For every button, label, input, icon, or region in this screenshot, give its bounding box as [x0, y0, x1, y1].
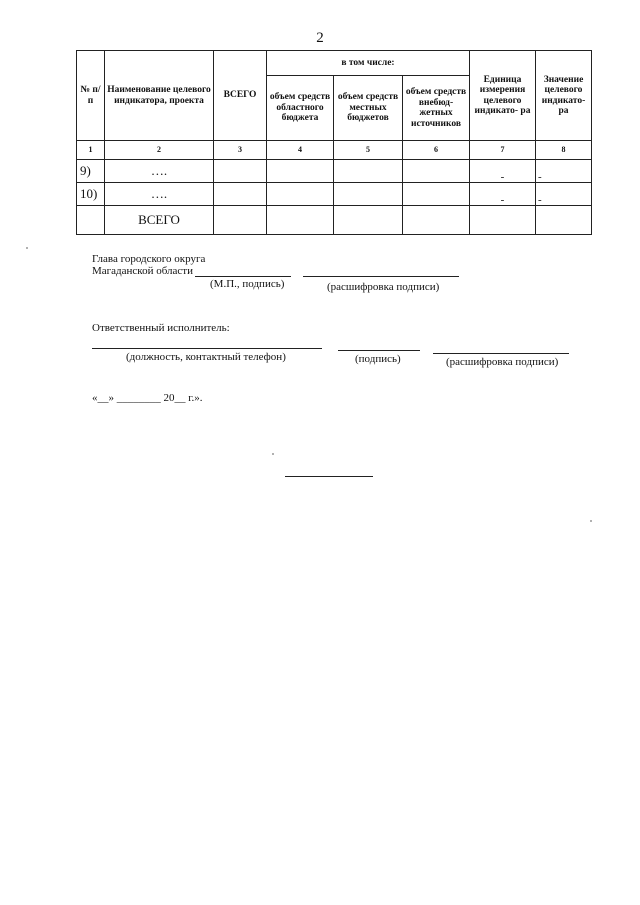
column-number: 3	[214, 141, 267, 160]
header-name: Наименование целевого индикатора, проекта	[105, 51, 214, 141]
executor-signature-label: (подпись)	[355, 353, 401, 365]
row-cell	[403, 206, 470, 235]
row-cell	[267, 183, 334, 206]
header-local: объем средств местных бюджетов	[334, 76, 403, 141]
total-row	[77, 206, 592, 235]
executor-decode-line	[433, 353, 569, 354]
executor-decode-label: (расшифровка подписи)	[446, 356, 559, 368]
row-cell	[403, 160, 470, 183]
row-cell	[334, 183, 403, 206]
table-row	[77, 160, 592, 183]
position-label: (должность, контактный телефон)	[126, 351, 286, 363]
row-name: ….	[105, 160, 214, 183]
column-number: 2	[105, 141, 214, 160]
column-number: 1	[77, 141, 105, 160]
row-cell	[470, 206, 536, 235]
column-number: 7	[470, 141, 536, 160]
row-cell	[214, 206, 267, 235]
column-number: 5	[334, 141, 403, 160]
row-cell	[267, 160, 334, 183]
scan-speck	[590, 520, 592, 522]
header-including: в том числе:	[267, 51, 470, 76]
scan-speck	[26, 247, 28, 249]
executor-title: Ответственный исполнитель:	[92, 322, 230, 334]
row-cell	[334, 160, 403, 183]
decode-line	[303, 276, 459, 277]
signature-title-line1: Глава городского округа	[92, 253, 206, 265]
header-regional: объем средств областного бюджета	[267, 76, 334, 141]
decode-signature-label: (расшифровка подписи)	[327, 281, 440, 293]
column-number: 8	[536, 141, 592, 160]
page-number: 2	[316, 30, 324, 46]
end-separator	[285, 476, 373, 477]
column-numbers-row	[77, 141, 592, 160]
indicators-table	[76, 50, 592, 235]
row-unit: -	[470, 183, 536, 206]
column-number: 6	[403, 141, 470, 160]
total-label: ВСЕГО	[105, 206, 214, 235]
executor-signature-line	[338, 350, 420, 351]
header-extra: объем средств внебюд- жетных источников	[403, 76, 470, 141]
position-line	[92, 348, 322, 349]
column-number: 4	[267, 141, 334, 160]
header-total: ВСЕГО	[214, 51, 267, 141]
header-unit: Единица измерения целевого индикато- ра	[470, 51, 536, 141]
row-number: 9)	[77, 160, 105, 183]
date-line: «__» ________ 20__ г.».	[92, 392, 203, 404]
header-num: № п/п	[77, 51, 105, 141]
signature-title-line2: Магаданской области	[92, 265, 193, 277]
row-cell	[334, 206, 403, 235]
row-cell	[214, 183, 267, 206]
table-row	[77, 183, 592, 206]
row-cell	[536, 206, 592, 235]
row-cell	[77, 206, 105, 235]
row-number: 10)	[77, 183, 105, 206]
signature-line	[195, 276, 291, 277]
row-value: -	[536, 183, 592, 206]
row-unit: -	[470, 160, 536, 183]
mp-signature-label: (М.П., подпись)	[210, 278, 285, 290]
row-value: -	[536, 160, 592, 183]
row-cell	[214, 160, 267, 183]
row-name: ….	[105, 183, 214, 206]
header-value: Значение целевого индикато- ра	[536, 51, 592, 141]
row-cell	[403, 183, 470, 206]
row-cell	[267, 206, 334, 235]
scan-speck	[272, 453, 274, 455]
